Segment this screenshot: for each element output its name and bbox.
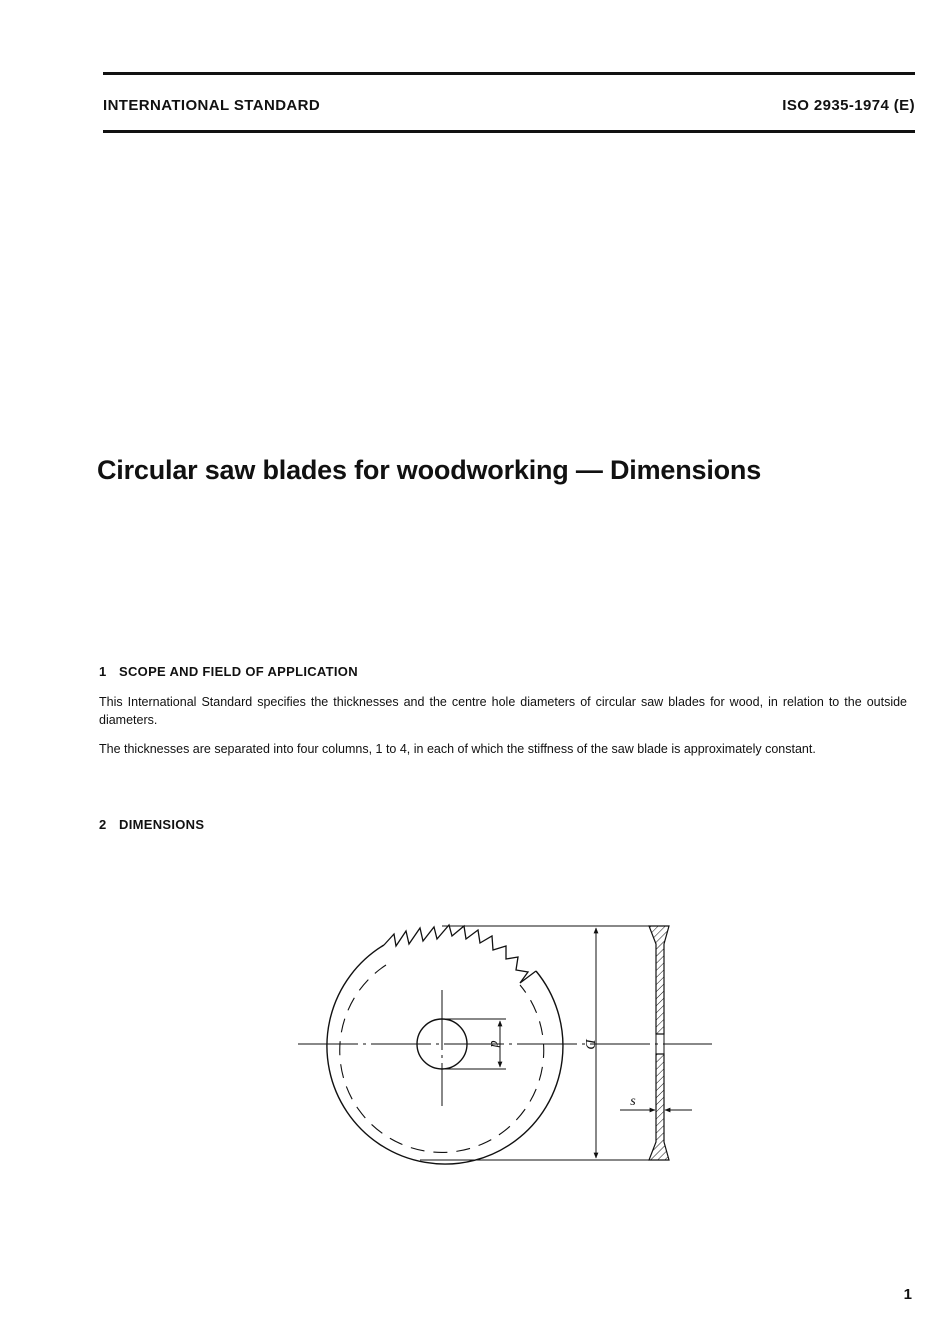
scope-paragraph-1: This International Standard specifies the thicknesses and the centre hole diameters of circular saw blades for wood, in relation to the outside diameters.	[99, 695, 907, 727]
saw-blade-figure	[290, 915, 720, 1175]
blade-side-view	[649, 926, 669, 1034]
outside-diameter-label: D	[582, 1038, 597, 1050]
section-2-heading	[99, 817, 204, 832]
section-2-number: 2	[99, 817, 107, 832]
page-number: 1	[903, 1286, 912, 1303]
header-rule-bottom	[103, 130, 915, 133]
header-standard-number: ISO 2935-1974 (E)	[782, 97, 915, 114]
section-2-title: DIMENSIONS	[119, 817, 205, 832]
header-standard-label: INTERNATIONAL STANDARD	[103, 97, 321, 114]
scope-paragraph-2: The thicknesses are separated into four columns, 1 to 4, in each of which the stiffness of the saw blade is approximately constant.	[99, 742, 816, 756]
header-rule-top	[103, 72, 915, 75]
document-title: Circular saw blades for woodworking — Dimensions	[97, 455, 762, 485]
thickness-label: s	[630, 1094, 636, 1109]
section-1-number: 1	[99, 664, 107, 679]
section-1-heading	[99, 664, 358, 679]
hole-diameter-label: d	[487, 1040, 502, 1048]
blade-teeth	[384, 925, 536, 983]
section-1-title: SCOPE AND FIELD OF APPLICATION	[119, 664, 358, 679]
